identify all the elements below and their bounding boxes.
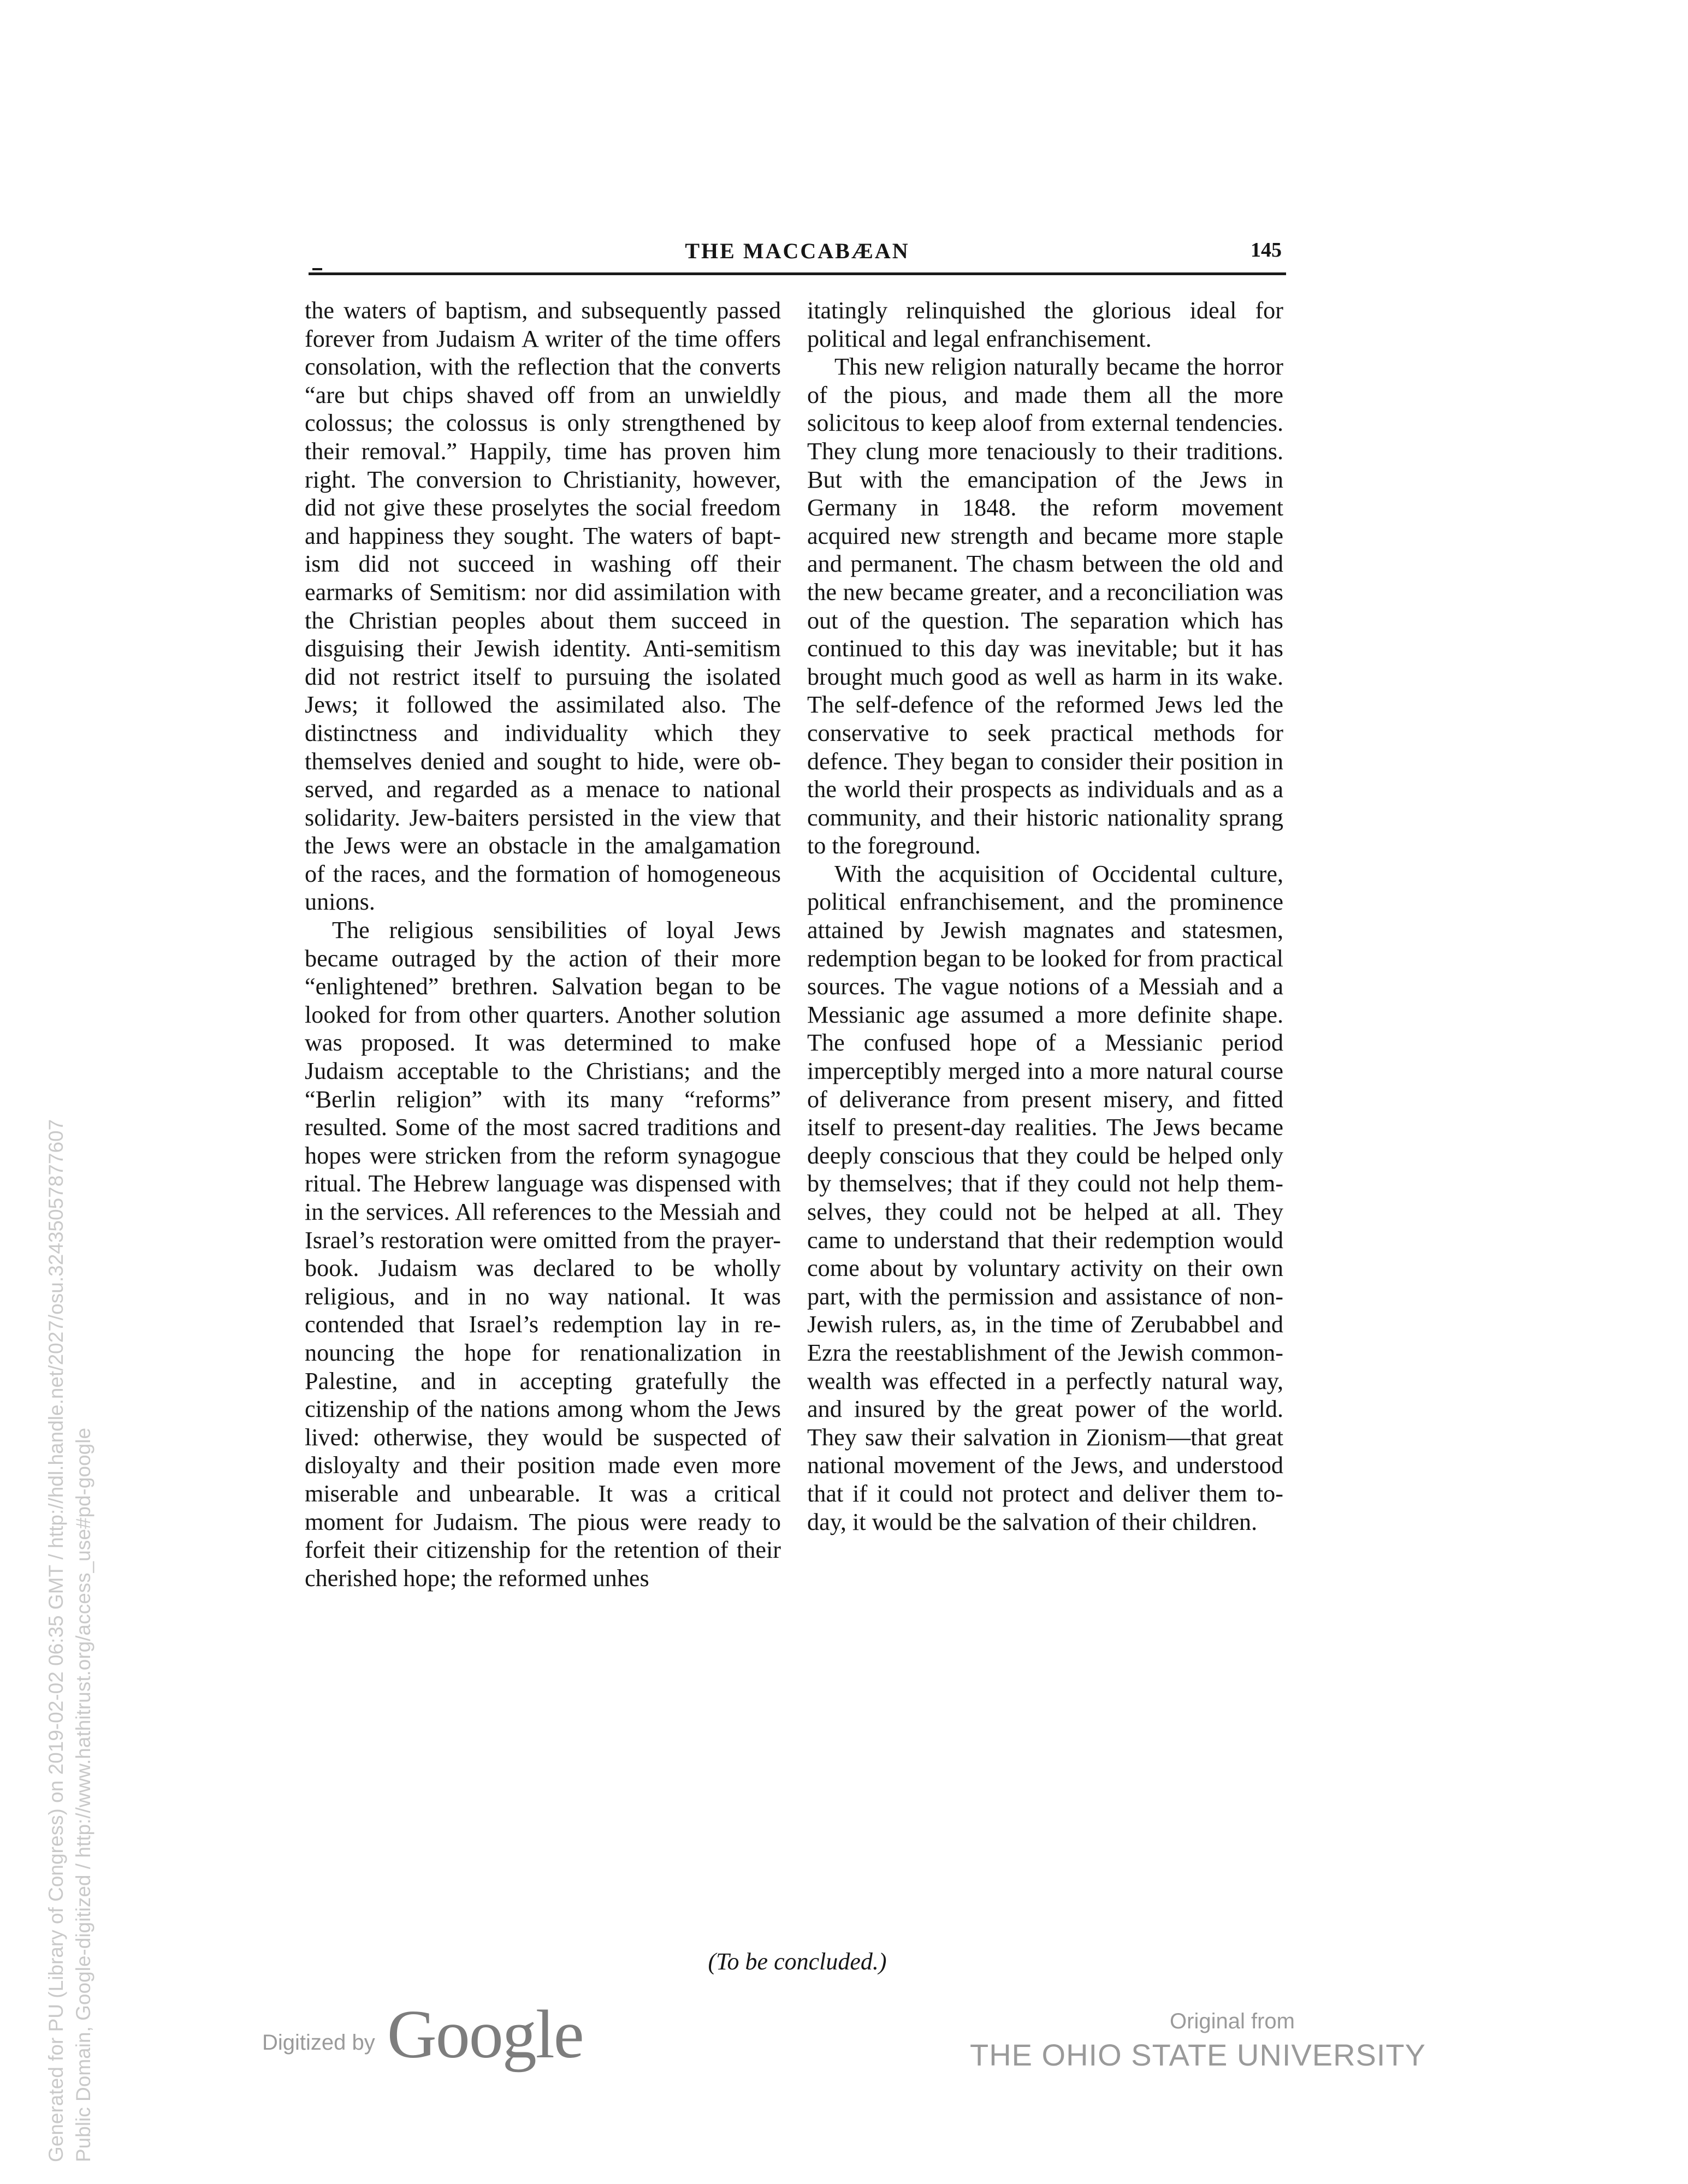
header-rule — [309, 272, 1286, 275]
paragraph: This new religion naturally became the horror of the pious, and made them all the more solicitous to keep aloof from external tendencies. They clung more tenaciously to their traditions. But with the emancipation of the Jews in Germany in 1848. the reform movement acquired new strength and became more staple and permanent. The chasm between the old and the new became greater, and a reconciliation was out of the question. The separation which has continued to this day was inevitable; but it has brought much good as well as harm in its wake. The self-defence of the reformed Jews led the conservative to seek practical methods for defence. They began to consider their position in the world their prospects as individuals and as a community, and their historic nationality sprang to the foreground. — [807, 353, 1283, 859]
journal-title: THE MACCABÆAN — [685, 239, 910, 263]
paragraph: The religious sensibilities of loyal Jews became outraged by the action of their more “enlightened” brethren. Salvation began to be looked for from other quarters. Another solution was proposed. It was determined to make Judaism acceptable to the Christians; and the “Berlin religion” with its many “reforms” resulted. Some of the most sacred traditions and hopes were stricken from the reform synagogue ritual. The Hebrew language was dispensed with in the services. All references to the Messiah and Israel’s restoration were omitted from the prayer-book. Judaism was declared to be wholly religious, and in no way national. It was contended that Israel’s redemption lay in renouncing the hope for renationalization in Palestine, and in accepting gratefully the citizenship of the nations among whom the Jews lived: otherwise, they would be suspected of disloyalty and their position made even more miserable and unbearable. It was a critical moment for Judaism. The pious were ready to forfeit their citizenship for the retention of their cherished hope; the reformed unhes — [305, 917, 781, 1592]
google-logo: Google — [387, 1997, 583, 2073]
paragraph: With the acquisition of Occidental culture, political enfranchisement, and the prominence attained by Jewish magnates and statesmen, redemption began to be looked for from practical sources. The vague notions of a Messiah and a Messianic age assumed a more definite shape. The confused hope of a Messianic period imperceptibly merged into a more natural course of deliverance from present misery, and fitted itself to present-day realities. The Jews became deeply conscious that they could be helped only by themselves; that if they could not help themselves, they could not be helped at all. They came to understand that their redemption would come about by voluntary activity on their own part, with the permission and assistance of non-Jewish rulers, as, in the time of Zerubabbel and Ezra the reestablishment of the Jewish commonwealth was effected in a perfectly natural way, and insured by the great power of the world. They saw their salvation in Zionism—that great national movement of the Jews, and understood that if it could not protect and deliver them to-day, it would be the salvation of their children. — [807, 860, 1283, 1535]
watermark-line-public-domain: Public Domain, Google-digitized / http://www.hathitrust.org/access_use#pd-google — [72, 1427, 94, 2162]
watermark-line-generated: Generated for PU (Library of Congress) on 2019-02-02 06:35 GMT / http://hdl.handle.net/2027/osu.32435057877607 — [45, 1119, 67, 2162]
header-rule-tick — [312, 268, 322, 270]
original-from-label: Original from — [1170, 2009, 1295, 2033]
closing-note: (To be concluded.) — [708, 1948, 887, 1975]
left-column — [305, 296, 781, 1592]
running-head — [309, 234, 1286, 272]
paragraph: the waters of baptism, and subsequently passed forever from Judaism A writer of the time offers consolation, with the reflection that the converts “are but chips shaved off from an unwieldly colossus; the colossus is only strengthened by their removal.” Happily, time has proven him right. The conversion to Christianity, however, did not give these proselytes the social freedom and happiness they sought. The waters of baptism did not succeed in washing off their earmarks of Semitism: nor did assimilation with the Christian peoples about them succeed in disguising their Jewish identity. Anti-semitism did not restrict itself to pursuing the isolated Jews; it followed the assimilated also. The distinctness and individuality which they themselves denied and sought to hide, were observed, and regarded as a menace to national solidarity. Jew-baiters persisted in the view that the Jews were an obstacle in the amalgamation of the races, and the formation of homogeneous unions. — [305, 297, 781, 916]
right-column — [807, 296, 1283, 1536]
digitized-by-label: Digitized by — [262, 2031, 375, 2055]
original-source — [970, 2009, 1426, 2073]
paragraph: itatingly relinquished the glorious ideal for political and legal enfranchisement. — [807, 297, 1283, 352]
page-number: 145 — [1251, 239, 1282, 262]
institution-name: THE OHIO STATE UNIVERSITY — [969, 2038, 1426, 2072]
digitized-by-google — [262, 1993, 583, 2073]
